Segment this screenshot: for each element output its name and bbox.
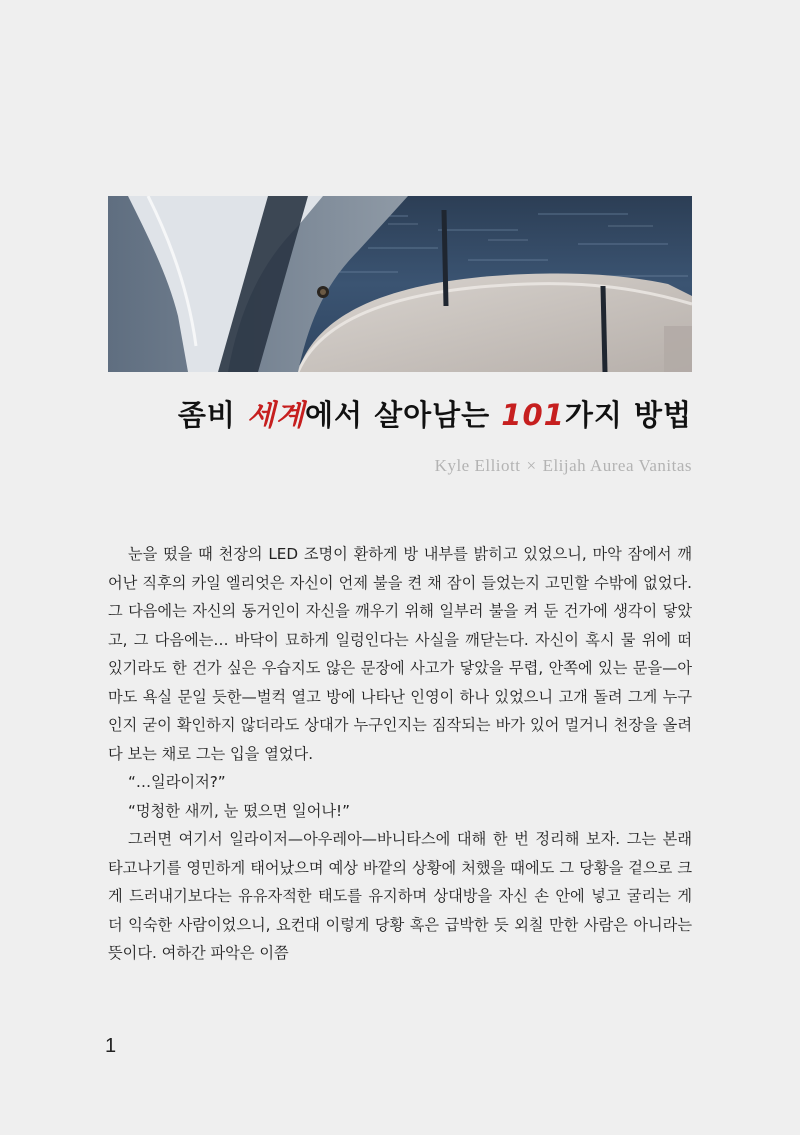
author-1: Kyle Elliott [434,456,521,475]
header-photo-boat-on-sea [108,196,692,372]
title-part-1: 좀비 [177,398,247,432]
title-part-5: 가지 방법 [564,398,692,432]
paragraph: 눈을 떴을 때 천장의 LED 조명이 환하게 방 내부를 밝히고 있었으니, 마악 잠에서 깨어난 직후의 카일 엘리엇은 자신이 언제 불을 켠 채 잠이 들었는지 고민할 수밖에 없었다. 그 다음에는 자신의 동거인이 자신을 깨우기 위해 일부러 불을 켜 둔 건가에 생각이 닿았고, 그 다음에는… 바닥이 묘하게 일렁인다는 사실을 깨닫는다. 자신이 혹시 물 위에 떠 있기라도 한 건가 싶은 우습지도 않은 문장에 사고가 닿았을 무렵, 안쪽에 있는 문을—아마도 욕실 문일 듯한—벌컥 열고 방에 나타난 인영이 하나 있었으니 고개 돌려 그게 누구인지 굳이 확인하지 않더라도 상대가 누구인지는 짐작되는 바가 있어 멀거니 천장을 올려다 보는 채로 그는 입을 열었다. [108,545,692,763]
page-number: 1 [105,1035,117,1057]
paragraph: 그러면 여기서 일라이저—아우레아—바니타스에 대해 한 번 정리해 보자. 그는 본래 타고나기를 영민하게 태어났으며 예상 바깥의 상황에 처했을 때에도 그 당황을 겉으로 크게 드러내기보다는 유유자적한 태도를 유지하며 상대방을 자신 손 안에 넣고 굴리는 게 더 익숙한 사람이었으니, 요컨대 이렇게 당황 혹은 급박한 듯 외칠 만한 사람은 아니라는 뜻이다. 여하간 파악은 이쯤 [108,830,692,962]
author-2: Elijah Aurea Vanitas [542,456,692,475]
paragraph: “…일라이저?” [128,773,226,791]
paragraph: “멍청한 새끼, 눈 떴으면 일어나!” [128,801,351,820]
document-title [178,393,692,434]
author-credits [435,456,692,476]
title-accent-world: 세계 [246,398,306,432]
author-separator: × [526,456,537,475]
title-part-3: 에서 살아남는 [305,398,502,432]
title-accent-number: 101 [501,398,565,432]
body-text [108,540,692,968]
